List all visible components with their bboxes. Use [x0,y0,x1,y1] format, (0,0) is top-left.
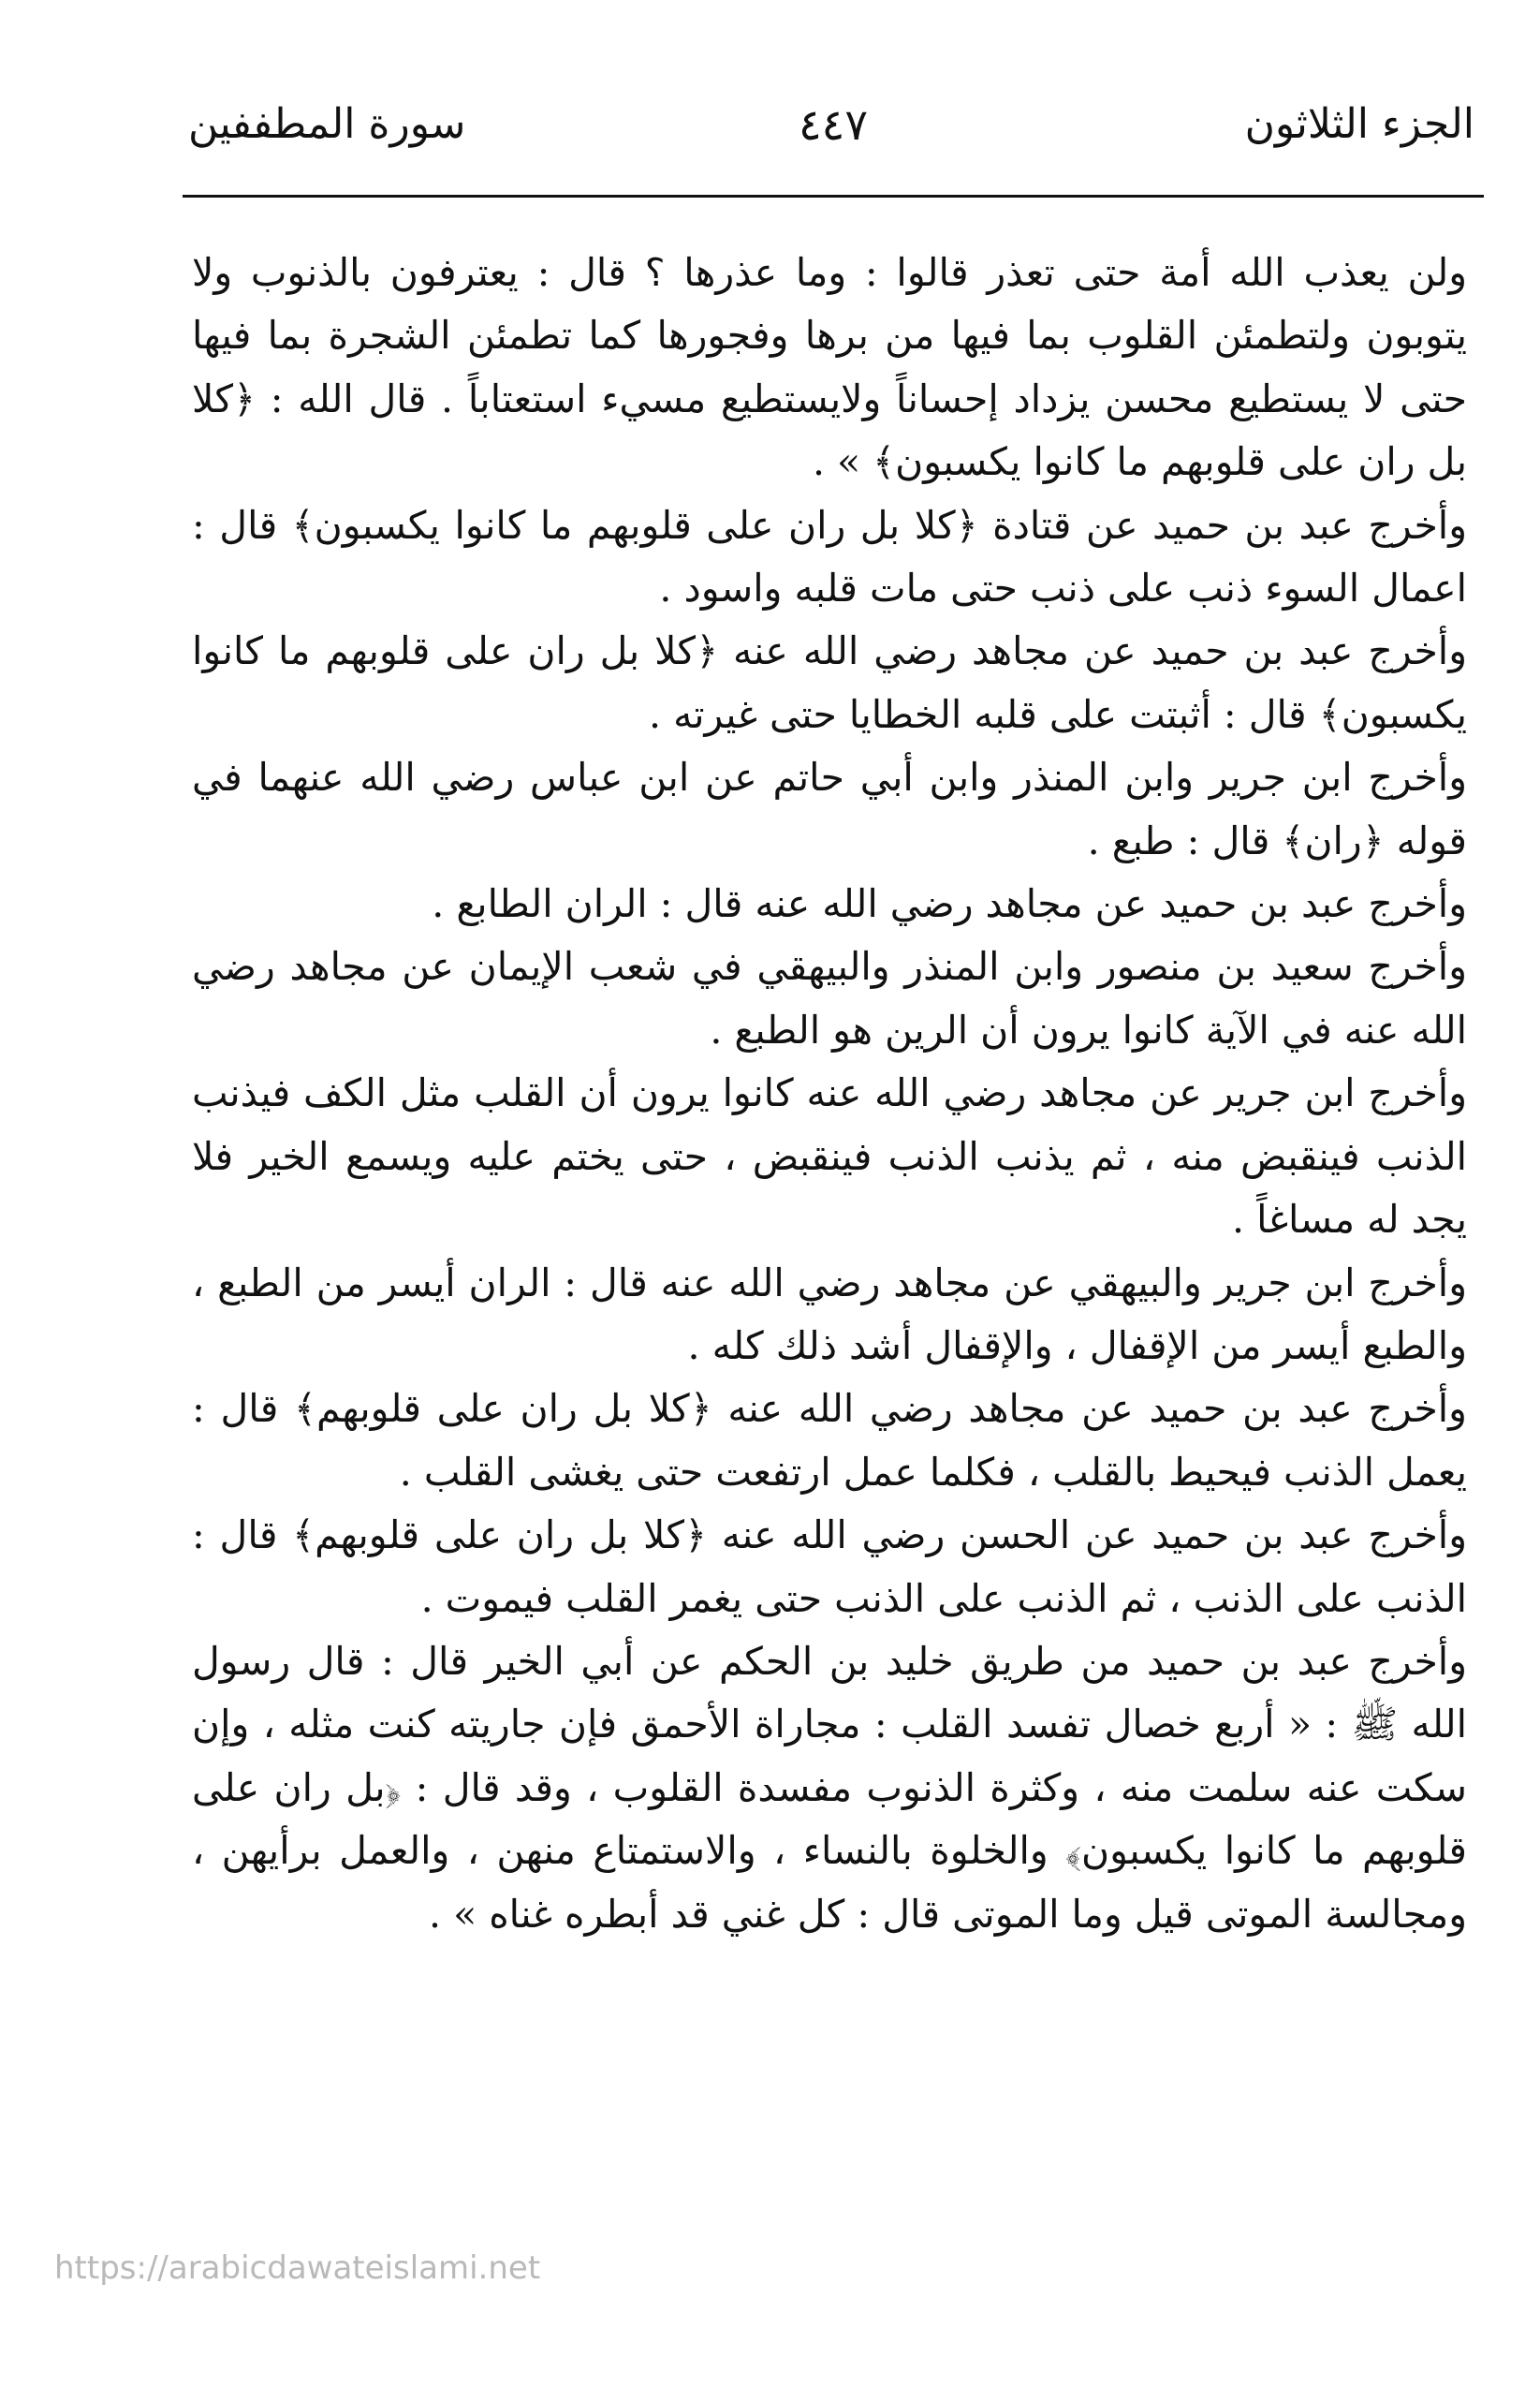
header-rule [183,195,1484,198]
paragraph-6: وأخرج سعيد بن منصور وابن المنذر والبيهقي في شعب الإيمان عن مجاهد رضي الله عنه في الآية كانوا يرون أن الرين هو الطبع . [192,944,1467,1053]
paragraph-3: وأخرج عبد بن حميد عن مجاهد رضي الله عنه ﴿كلا بل ران على قلوبهم ما كانوا يكسبون﴾ قال : أثبتت على قلبه الخطايا حتى غيرته . [192,628,1467,737]
paragraph-8: وأخرج ابن جرير والبيهقي عن مجاهد رضي الله عنه قال : الران أيسر من الطبع ، والطبع أيسر من الإقفال ، والإقفال أشد ذلك كله . [192,1260,1467,1368]
body-text [192,242,1467,1946]
watermark-url: https://arabicdawateislami.net [54,2249,541,2287]
paragraph-9: وأخرج عبد بن حميد عن مجاهد رضي الله عنه ﴿كلا بل ران على قلوبهم﴾ قال : يعمل الذنب فيحيط بالقلب ، فكلما عمل ارتفعت حتى يغشى القلب . [192,1386,1467,1495]
paragraph-7: وأخرج ابن جرير عن مجاهد رضي الله عنه كانوا يرون أن القلب مثل الكف فيذنب الذنب فينقبض منه ، ثم يذنب الذنب فينقبض ، حتى يختم عليه ويسمع الخير فلا يجد له مساغاً . [192,1070,1467,1243]
paragraph-5: وأخرج عبد بن حميد عن مجاهد رضي الله عنه قال : الران الطابع . [432,881,1467,927]
paragraph-1: ولن يعذب الله أمة حتى تعذر قالوا : وما عذرها ؟ قال : يعترفون بالذنوب ولا يتوبون ولتطمئن القلوب بما فيها من برها وفجورها كما تطمئن الشجرة بما فيها حتى لا يستطيع محسن يزداد إحساناً ولايستطيع مسيء استعتاباً . قال الله : ﴿كلا بل ران على قلوبهم ما كانوا يكسبون﴾ » . [192,250,1467,485]
page-number: ٤٤٧ [798,99,869,150]
page-header [183,92,1484,185]
paragraph-4: وأخرج ابن جرير وابن المنذر وابن أبي حاتم عن ابن عباس رضي الله عنهما في قوله ﴿ران﴾ قال : طبع . [192,755,1467,863]
juz-title: الجزء الثلاثون [1244,100,1474,148]
surah-title: سورة المطففين [188,100,466,148]
paragraph-10: وأخرج عبد بن حميد عن الحسن رضي الله عنه ﴿كلا بل ران على قلوبهم﴾ قال : الذنب على الذنب ، ثم الذنب على الذنب حتى يغمر القلب فيموت . [192,1512,1467,1621]
paragraph-11: وأخرج عبد بن حميد من طريق خليد بن الحكم عن أبي الخير قال : قال رسول الله ﷺ : « أربع خصال تفسد القلب : مجاراة الأحمق فإن جاريته كنت مثله ، وإن سكت عنه سلمت منه ، وكثرة الذنوب مفسدة القلوب ، وقد قال : ﴿بل ران على قلوبهم ما كانوا يكسبون﴾ والخلوة بالنساء ، والاستمتاع منهن ، والعمل برأيهن ، ومجالسة الموتى قيل وما الموتى قال : كل غني قد أبطره غناه » . [192,1638,1467,1937]
paragraph-2: وأخرج عبد بن حميد عن قتادة ﴿كلا بل ران على قلوبهم ما كانوا يكسبون﴾ قال : اعمال السوء ذنب على ذنب حتى مات قلبه واسود . [192,502,1467,612]
